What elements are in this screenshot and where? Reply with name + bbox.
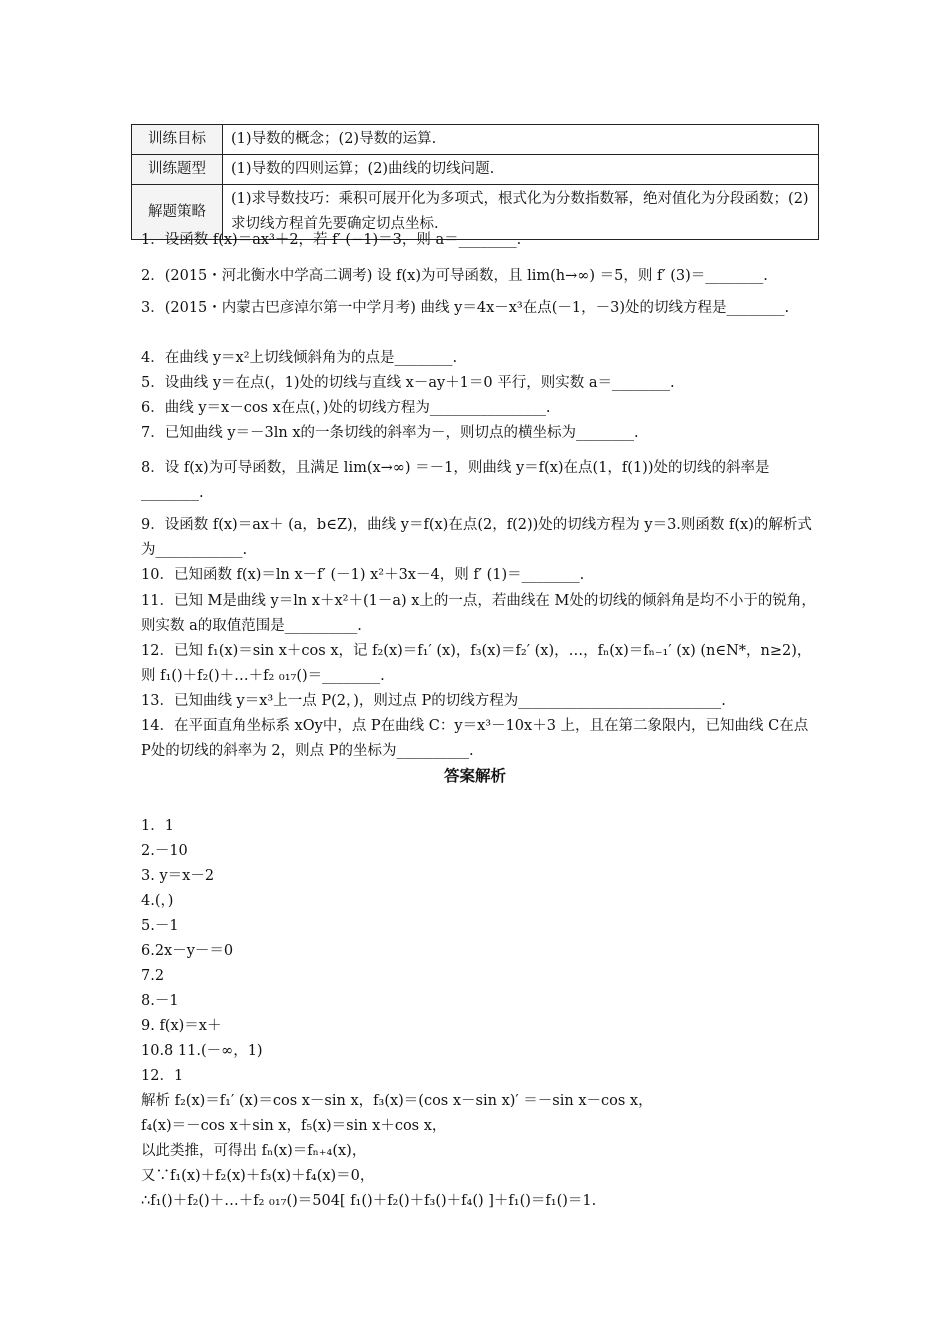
answer-line: 9. f(x)＝x＋ (141, 1018, 222, 1034)
question-9: 9．设函数 f(x)＝ax＋ (a，b∈Z)，曲线 y＝f(x)在点(2，f(2))处的切线方程为 y＝3.则函数 f(x)的解析式为____________. (141, 517, 812, 558)
answer-line: 6.2x－y－＝0 (141, 943, 234, 959)
table-value-type: (1)导数的四则运算；(2)曲线的切线问题. (223, 155, 819, 185)
solution-line: 又∵f₁(x)＋f₂(x)＋f₃(x)＋f₄(x)＝0， (141, 1168, 375, 1184)
question-12: 12．已知 f₁(x)＝sin x＋cos x，记 f₂(x)＝f₁′ (x)，f₃(x)＝f₂′ (x)，…，fₙ(x)＝fₙ₋₁′ (x) (n∈N*，n≥2)，则 f₁()＋f₂()＋…＋f₂ ₀₁₇()＝________. (141, 643, 812, 684)
question-14: 14．在平面直角坐标系 xOy中，点 P在曲线 C：y＝x³－10x＋3 上，且在第二象限内，已知曲线 C在点 P处的切线的斜率为 2，则点 P的坐标为__________. (141, 718, 809, 759)
answer-line: 3. y＝x－2 (141, 868, 215, 884)
table-key-goal: 训练目标 (132, 125, 223, 155)
question-3: 3．(2015・内蒙古巴彦淖尔第一中学月考) 曲线 y＝4x－x³在点(－1，－3)处的切线方程是________. (141, 300, 790, 316)
question-5: 5．设曲线 y＝在点(，1)处的切线与直线 x－ay＋1＝0 平行，则实数 a＝________. (141, 375, 675, 391)
question-2: 2．(2015・河北衡水中学高二调考) 设 f(x)为可导函数，且 lim(h→∞) ＝5，则 f′ (3)＝________. (141, 268, 768, 284)
solution-line: ∴f₁()＋f₂()＋…＋f₂ ₀₁₇()＝504[ f₁()＋f₂()＋f₃()＋f₄() ]＋f₁()＝f₁()＝1. (141, 1193, 597, 1209)
answer-line: 1．1 (141, 818, 174, 834)
solution-line: 以此类推，可得出 fₙ(x)＝fₙ₊₄(x)， (141, 1143, 367, 1159)
answer-line: 10.8 11.(－∞，1) (141, 1043, 263, 1059)
question-13: 13．已知曲线 y＝x³上一点 P(2，)，则过点 P的切线方程为____________________________. (141, 693, 726, 709)
table-value-strategy: (1)求导数技巧：乘积可展开化为多项式，根式化为分数指数幂，绝对值化为分段函数；(2)求切线方程首先要确定切点坐标. (223, 185, 819, 240)
question-1: 1．设函数 f(x)＝ax³＋2，若 f′ (−1)＝3，则 a＝________. (141, 232, 522, 248)
question-6: 6．曲线 y＝x－cos x在点(，)处的切线方程为________________. (141, 400, 551, 416)
answer-line: 12．1 (141, 1068, 184, 1084)
answer-line: 2.－10 (141, 843, 188, 859)
table-key-type: 训练题型 (132, 155, 223, 185)
table-value-goal: (1)导数的概念；(2)导数的运算. (223, 125, 819, 155)
table-row (132, 155, 819, 185)
solution-line: 解析 f₂(x)＝f₁′ (x)＝cos x－sin x，f₃(x)＝(cos x－sin x)′ ＝－sin x－cos x， (141, 1093, 653, 1109)
training-info-table (131, 124, 819, 240)
answers-heading: 答案解析 (443, 767, 506, 785)
question-4: 4．在曲线 y＝x²上切线倾斜角为的点是________. (141, 350, 458, 366)
answer-line: 5.－1 (141, 918, 179, 934)
question-7: 7．已知曲线 y＝－3ln x的一条切线的斜率为－，则切点的横坐标为________. (141, 425, 639, 441)
question-11: 11．已知 M是曲线 y＝ln x＋x²＋(1－a) x上的一点，若曲线在 M处的切线的倾斜角是均不小于的锐角，则实数 a的取值范围是__________. (141, 593, 816, 634)
question-10: 10．已知函数 f(x)＝ln x－f′ (－1) x²＋3x－4，则 f′ (1)＝________. (141, 567, 585, 583)
answer-line: 4.(，) (141, 893, 174, 909)
answer-line: 8.－1 (141, 993, 179, 1009)
solution-line: f₄(x)＝－cos x＋sin x，f₅(x)＝sin x＋cos x， (141, 1118, 447, 1134)
table-row (132, 125, 819, 155)
table-key-strategy: 解题策略 (132, 185, 223, 240)
question-8: 8．设 f(x)为可导函数，且满足 lim(x→∞) ＝－1，则曲线 y＝f(x)在点(1，f(1))处的切线的斜率是________. (141, 460, 770, 501)
answer-line: 7.2 (141, 968, 165, 984)
